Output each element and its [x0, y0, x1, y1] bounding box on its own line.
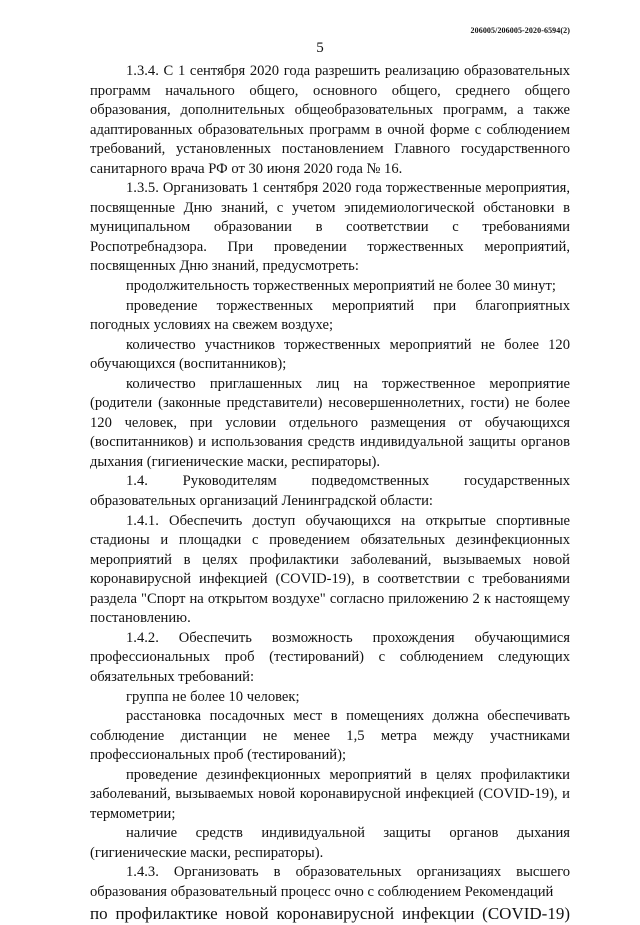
paragraph-1-4: 1.4. Руководителям подведомственных государственных образовательных организаций Ленинградской области: [90, 473, 570, 510]
list-item-seating: расстановка посадочных мест в помещениях должна обеспечивать соблюдение дистанции не менее 1,5 метра между участниками профессиональных проб (тестирований); [90, 708, 570, 764]
paragraph-1-3-5: 1.3.5. Организовать 1 сентября 2020 года торжественные мероприятия, посвященные Дню знаний, с учетом эпидемиологической обстановки в муниципальном образовании в соответствии с требованиями Роспотребнадзора. При проведении торжественных мероприятий, посвященных Дню знаний, предусмотреть: [90, 180, 570, 275]
paragraph-1-4-1: 1.4.1. Обеспечить доступ обучающихся на открытые спортивные стадионы и площадки с проведением обязательных дезинфекционных мероприятий в целях профилактики заболеваний, вызываемых новой коронавирусной инфекцией (COVID-19), в соответствии с требованиями раздела "Спорт на открытом воздухе" согласно приложению 2 к настоящему постановлению. [90, 512, 570, 627]
list-item-ppe: наличие средств индивидуальной защиты органов дыхания (гигиенические маски, респираторы). [90, 825, 570, 861]
paragraph-1-3-4: 1.3.4. С 1 сентября 2020 года разрешить реализацию образовательных программ начального общего, основного общего, среднего общего образования, дополнительных общеобразовательных программ, а также адаптированных образовательных программ в очной форме с соблюдением требований, установленных постановлением Главного государственного санитарного врача РФ от 30 июня 2020 года № 16. [90, 63, 570, 177]
list-item-disinfection: проведение дезинфекционных мероприятий в целях профилактики заболеваний, вызываемых новой коронавирусной инфекцией (COVID-19), и термометрии; [90, 766, 570, 822]
list-item-guests: количество приглашенных лиц на торжественное мероприятие (родители (законные представители) несовершеннолетних, гости) не более 120 человек, при условии отдельного размещения от обучающихся (воспитанников) и использования средств индивидуальной защиты органов дыхания (гигиенические маски, респираторы). [90, 375, 570, 470]
page-number: 5 [316, 40, 324, 56]
paragraph-1-4-3: 1.4.3. Организовать в образовательных организациях высшего образования образовательный процесс очно с соблюдением Рекомендаций [90, 864, 570, 900]
document-registration-number: 206005/206005-2020-6594(2) [470, 26, 570, 35]
list-item-duration: продолжительность торжественных мероприятий не более 30 минут; [126, 278, 556, 295]
list-item-outdoor: проведение торжественных мероприятий при благоприятных погодных условиях на свежем воздухе; [90, 297, 570, 334]
list-item-group-size: группа не более 10 человек; [126, 688, 300, 705]
document-body [90, 62, 570, 925]
paragraph-1-4-2: 1.4.2. Обеспечить возможность прохождения обучающимися профессиональных проб (тестирований) с соблюдением следующих обязательных требований: [90, 629, 570, 685]
paragraph-1-4-3-continuation: по профилактике новой коронавирусной инфекции (COVID-19) [90, 903, 570, 923]
list-item-participants: количество участников торжественных мероприятий не более 120 обучающихся (воспитанников); [90, 336, 570, 373]
